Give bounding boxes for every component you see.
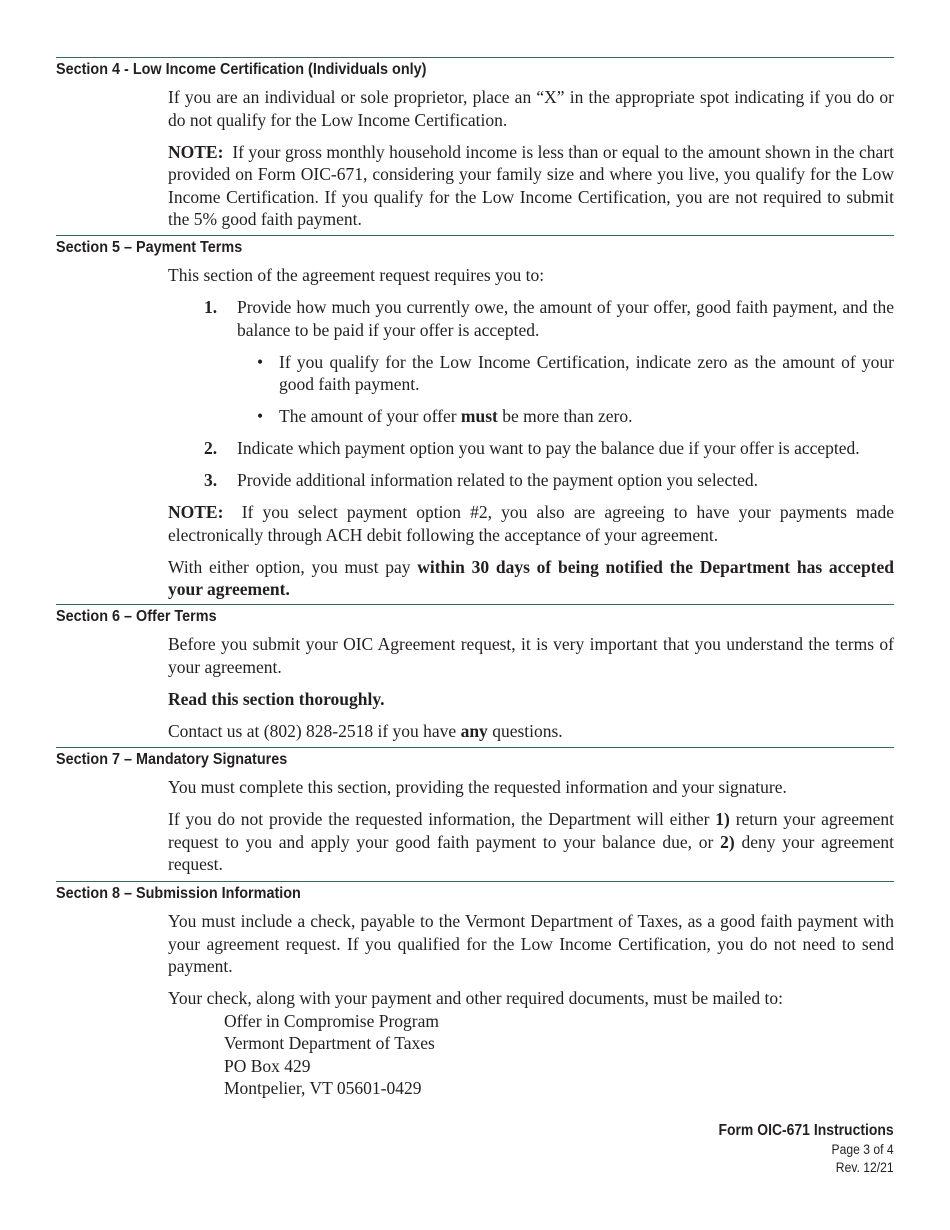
bullet-text-post: be more than zero. [502,406,633,426]
note-text: If you select payment option #2, you also are agreeing to have your payments made electronically through ACH debit following the acceptance of your agreement. [168,502,894,545]
paragraph-bold: Read this section thoroughly. [168,688,385,709]
section-divider [56,747,894,748]
paragraph: You must include a check, payable to the Vermont Department of Taxes, as a good faith payment with your agreement request. If you qualified for the Low Income Certification, you do not need to send payment. [168,911,894,976]
address-line: PO Box 429 [224,1055,311,1076]
mailing-address [224,1010,894,1100]
bullet-icon: • [257,406,264,426]
paragraph-bold: 1) [715,809,730,829]
section-4 [56,57,894,240]
section-8 [56,881,894,1100]
section-body [168,633,894,742]
section-title: Section 8 – Submission Information [56,885,301,902]
section-7 [56,747,894,885]
section-body [168,264,894,601]
bullet-text-bold: must [460,406,498,426]
note-text: If your gross monthly household income is less than or equal to the amount shown in the chart provided on Form OIC-671, considering your family size and where you live, you qualify for the Low Income Certification. If you qualify for the Low Income Certification, you are not required to submit the 5% good faith payment. [168,141,895,229]
note-label: NOTE: [168,502,224,522]
list-text: Indicate which payment option you want to pay the balance due if your offer is accepted. [237,438,860,458]
section-divider [56,881,894,882]
list-item [168,296,894,428]
paragraph [168,556,894,601]
paragraph-text: If you do not provide the requested information, the Department will either [168,809,710,829]
section-divider [56,604,894,605]
section-body [168,910,894,1100]
contact-text: Contact us at (802) 828-2518 if you have [168,720,457,741]
list-item [168,437,894,460]
address-line: Montpelier, VT 05601-0429 [224,1078,422,1098]
section-divider [56,235,894,236]
paragraph: Your check, along with your payment and other required documents, must be mailed to: [168,988,783,1008]
address-line: Vermont Department of Taxes [224,1033,435,1053]
paragraph-text: return your agreement request to you and apply your good faith payment to your balance due, or [168,809,895,852]
paragraph: Before you submit your OIC Agreement request, it is very important that you understand the terms of your agreement. [168,634,894,677]
form-name: Form OIC-671 Instructions [718,1122,894,1139]
paragraph: If you are an individual or sole proprietor, place an “X” in the appropriate spot indicating if you do or do not qualify for the Low Income Certification. [168,87,894,130]
section-divider [56,57,894,58]
list-number: 2. [204,438,218,458]
bullet-text-pre: The amount of your offer [279,406,457,426]
list-text: Provide additional information related to the payment option you selected. [237,470,758,490]
bullet-item [237,405,894,428]
paragraph-text: With either option, you must pay [168,556,411,577]
revision-date: Rev. 12/21 [836,1160,894,1175]
paragraph-text: deny your agreement request. [168,831,895,874]
section-body [168,776,894,876]
section-title: Section 5 – Payment Terms [56,239,243,256]
list-text: Provide how much you currently owe, the amount of your offer, good faith payment, and the balance to be paid if your offer is accepted. [237,297,894,340]
section-6 [56,604,894,752]
page-number: Page 3 of 4 [831,1142,894,1157]
section-title: Section 7 – Mandatory Signatures [56,751,288,768]
bullet-list [237,351,894,428]
contact-text-post: questions. [492,720,563,741]
list-item [168,469,894,492]
bullet-text: If you qualify for the Low Income Certification, indicate zero as the amount of your good faith payment. [279,351,894,394]
paragraph: You must complete this section, providing the requested information and your signature. [168,777,787,797]
section-body [168,86,894,231]
bullet-icon: • [257,351,264,372]
paragraph-bold: 2) [720,831,735,852]
paragraph: This section of the agreement request requires you to: [168,265,545,285]
paragraph-bold: within 30 days of being notified the Department has accepted your agreement. [168,556,895,599]
list-number: 3. [204,470,218,490]
paragraph [168,720,894,743]
section-title: Section 4 - Low Income Certification (Individuals only) [56,61,427,78]
note-label: NOTE: [168,141,224,162]
address-line: Offer in Compromise Program [224,1010,439,1031]
numbered-list [168,296,894,492]
section-5 [56,235,894,610]
list-number: 1. [204,297,218,317]
page-footer [699,1121,894,1177]
bullet-item [237,351,894,396]
section-title: Section 6 – Offer Terms [56,608,217,625]
paragraph [168,688,894,711]
note-paragraph [168,141,894,231]
contact-bold: any [460,720,488,741]
paragraph [168,808,894,876]
note-paragraph [168,501,894,546]
